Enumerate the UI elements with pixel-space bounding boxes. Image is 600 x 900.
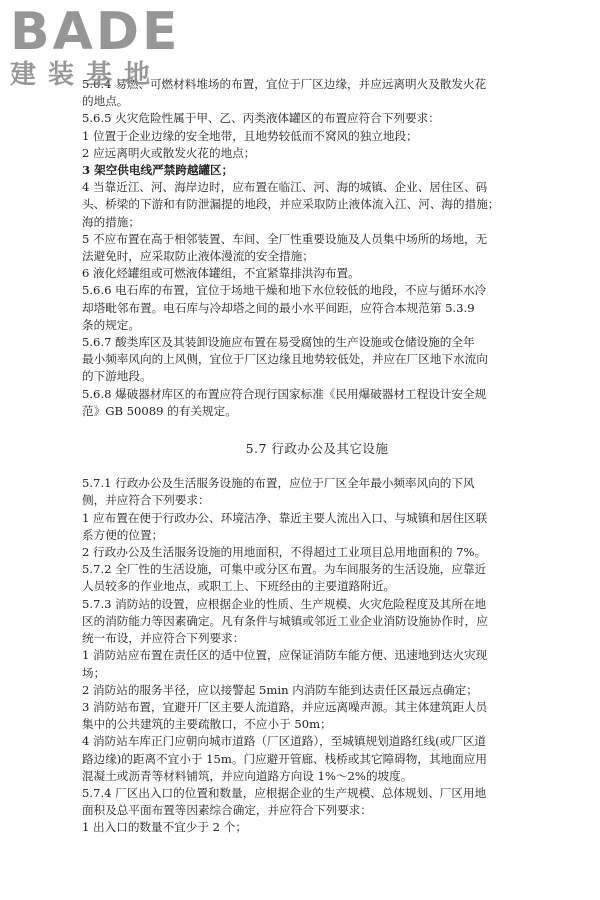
text-line: 最小频率风向的上风侧，宜位于厂区边缘且地势较低处，并应在厂区地下水流向 <box>82 352 488 367</box>
text-line: 范》GB 50089 的有关规定。 <box>82 403 237 418</box>
paragraph <box>82 510 552 544</box>
text-line: 的下游地段。 <box>82 369 152 384</box>
text-line: 4 消防站车库正门应朝向城市道路（厂区道路），至城镇规划道路红线(或厂区道 <box>82 734 486 749</box>
text-line: 5.6.4 易燃、可燃材料堆场的布置，宜位于厂区边缘，并应远离明火及散发火花 <box>82 77 487 91</box>
text-line: 5.7.1 行政办公及生活服务设施的布置，应位于厂区全年最小频率风向的下风 <box>82 476 475 491</box>
paragraph <box>82 162 552 179</box>
paragraph <box>82 544 552 561</box>
document-body <box>82 76 552 837</box>
text-line: 3 架空供电线严禁跨越罐区； <box>82 163 234 178</box>
text-line: 5.6.6 电石库的布置，宜位于场地干燥和地下水位较低的地段，不应与循环水冷 <box>82 283 487 298</box>
paragraph <box>82 128 552 145</box>
paragraph <box>82 179 552 231</box>
paragraph <box>82 265 552 282</box>
text-line: 5.6.8 爆破器材库区的布置应符合现行国家标准《民用爆破器材工程设计安全规 <box>82 386 487 401</box>
text-line: 海的措施； <box>82 214 140 229</box>
text-line: 统一布设，并应符合下列要求： <box>82 631 245 646</box>
logo-brand: BADE <box>10 2 181 62</box>
text-line: 5.7.4 厂区出入口的位置和数量，应根据企业的生产规模、总体规划、厂区用地 <box>82 785 487 800</box>
text-line: 条的规定。 <box>82 317 140 332</box>
paragraph <box>82 647 552 681</box>
text-line: 集中的公共建筑的主要疏散口，不应小于 50m； <box>82 717 332 732</box>
site-logo <box>8 2 181 92</box>
text-line: 5 不应布置在高于相邻装置、车间、全厂性重要设施及人员集中场所的场地，无 <box>82 231 488 246</box>
text-line: 人员较多的作业地点，或职工上、下班经由的主要道路附近。 <box>82 579 396 594</box>
text-line: 路边缘)的距离不宜小于 15m。门应避开管廊、栈桥或其它障碍物，其地面应用 <box>82 751 487 766</box>
text-line: 场； <box>82 665 106 680</box>
clause-block-5-6 <box>82 76 552 420</box>
section-title: 5.7 行政办公及其它设施 <box>245 441 389 457</box>
text-line: 2 消防站的服务半径，应以接警起 5min 内消防车能到达责任区最远点确定； <box>82 682 478 697</box>
text-line: 1 消防站应布置在责任区的适中位置，应保证消防车能方便、迅速地到达火灾现 <box>82 648 488 663</box>
text-line: 4 当靠近江、河、海岸边时，应布置在临江、河、海的城镇、企业、居住区、码 <box>82 180 488 195</box>
paragraph <box>82 231 552 265</box>
paragraph <box>82 145 552 162</box>
paragraph <box>82 785 552 819</box>
text-line: 1 位置于企业边缘的安全地带，且地势较低而不窝风的独立地段； <box>82 128 418 143</box>
text-line: 系方便的位置； <box>82 527 164 542</box>
clause-block-5-7 <box>82 475 552 836</box>
text-line: 混凝土或沥青等材料铺筑，并应向道路方向设 1%～2%的坡度。 <box>82 768 413 783</box>
text-line: 区的消防能力等因素确定。凡有条件与城镇或邻近工业企业消防设施协作时，应 <box>82 613 488 628</box>
text-line: 2 应远离明火或散发火花的地点； <box>82 145 256 160</box>
text-line: 头、桥梁的下游和有防泄漏提的地段，并应采取防止液体流入江、河、海的措施； <box>82 197 500 212</box>
paragraph <box>82 699 552 733</box>
paragraph <box>82 475 552 509</box>
text-line: 1 出入口的数量不宜少于 2 个； <box>82 820 247 835</box>
paragraph <box>82 334 552 386</box>
paragraph <box>82 819 552 836</box>
text-line: 1 应布置在便于行政办公、环境洁净、靠近主要人流出入口、与城镇和居住区联 <box>82 510 488 525</box>
text-line: 6 液化烃罐组或可燃液体罐组，不宜紧靠排洪沟布置。 <box>82 266 360 281</box>
logo-subtitle: 建装基地 <box>10 60 163 90</box>
text-line: 面积及总平面布置等因素综合确定，并应符合下列要求： <box>82 803 372 818</box>
text-line: 的地点。 <box>82 94 129 109</box>
text-line: 5.7.2 全厂性的生活设施，可集中或分区布置。为车间服务的生活设施，应靠近 <box>82 562 487 577</box>
text-line: 5.6.7 酸类库区及其装卸设施应布置在易受腐蚀的生产设施或仓储设施的全年 <box>82 335 475 350</box>
paragraph <box>82 386 552 420</box>
text-line: 5.6.5 火灾危险性属于甲、乙、丙类液体罐区的布置应符合下列要求： <box>82 111 440 126</box>
paragraph <box>82 682 552 699</box>
text-line: 2 行政办公及生活服务设施的用地面积，不得超过工业项目总用地面积的 7%。 <box>82 545 487 560</box>
text-line: 3 消防站布置，宜避开厂区主要人流道路，并应远离噪声源。其主体建筑距人员 <box>82 699 488 714</box>
paragraph <box>82 282 552 334</box>
text-line: 法避免时，应采取防止液体漫流的安全措施； <box>82 249 314 264</box>
text-line: 5.7.3 消防站的设置，应根据企业的性质、生产规模、火灾危险程度及其所在地 <box>82 596 487 611</box>
paragraph <box>82 596 552 648</box>
text-line: 侧，并应符合下列要求： <box>82 493 210 508</box>
paragraph <box>82 561 552 595</box>
paragraph <box>82 110 552 127</box>
text-line: 却塔毗邻布置。电石库与冷却塔之间的最小水平间距，应符合本规范第 5.3.9 <box>82 300 475 315</box>
paragraph <box>82 733 552 785</box>
